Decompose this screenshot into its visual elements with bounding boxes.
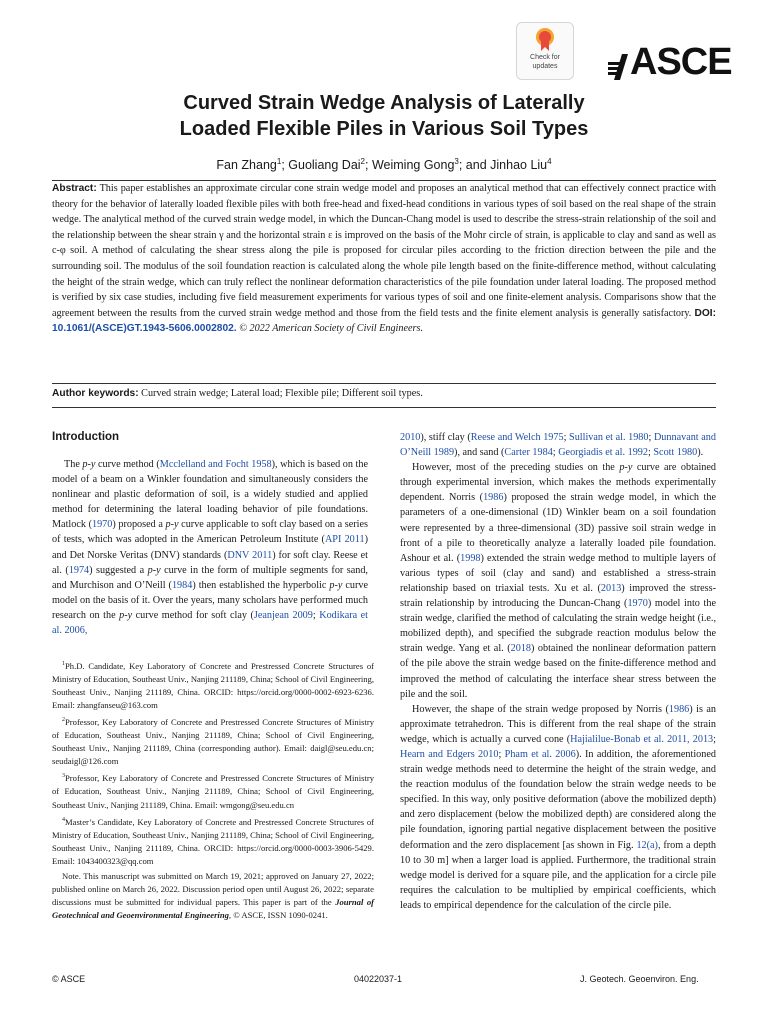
keywords-top-rule: [52, 383, 716, 384]
abstract-label: Abstract:: [52, 183, 97, 194]
keywords-label: Author keywords:: [52, 388, 139, 399]
abstract: [52, 181, 716, 337]
citation-link[interactable]: 2013: [600, 582, 622, 594]
citation-link[interactable]: 1986: [668, 703, 690, 715]
citation-link[interactable]: Mcclelland and Focht 1958: [159, 459, 272, 470]
citation-link[interactable]: 1974: [68, 564, 90, 576]
title-line-2: Loaded Flexible Piles in Various Soil Types: [179, 118, 589, 140]
author-keywords: [52, 388, 716, 399]
author-1: Fan Zhang: [216, 158, 277, 173]
submission-note: Note. This manuscript was submitted on March 19, 2021; approved on January 27, 2022; published online on March 26, 2022. Discussion period open until August 26, 2022; separate discussions must be submitted for individual papers. This paper is part of the Journal of Geotechnical and Geoenvironmental Engineering, © ASCE, ISSN 1090-0241.: [52, 870, 374, 921]
footnotes: [52, 658, 374, 924]
author-4-affil: 4: [547, 157, 552, 166]
citation-link[interactable]: 1984: [171, 579, 193, 591]
keywords-text: Curved strain wedge; Lateral load; Flexible pile; Different soil types.: [141, 388, 423, 399]
section-heading-introduction: Introduction: [52, 431, 120, 443]
author-sep: ;: [365, 158, 372, 173]
citation-link[interactable]: Jeanjean 2009: [253, 609, 313, 621]
footer-journal: J. Geotech. Geoenviron. Eng.: [580, 974, 699, 984]
citation-link[interactable]: Reese and Welch 1975: [470, 432, 564, 443]
citation-link[interactable]: Hajialilue-Bonab et al. 2011, 2013: [570, 733, 714, 745]
bookmark-icon: [534, 27, 556, 53]
left-column: [52, 457, 368, 638]
copyright: © 2022 American Society of Civil Engineers.: [239, 323, 424, 335]
author-2: Guoliang Dai: [288, 158, 361, 173]
citation-link[interactable]: API 2011: [324, 534, 365, 546]
author-4: Jinhao Liu: [490, 158, 548, 173]
doi-link[interactable]: 10.1061/(ASCE)GT.1943-5606.0002802.: [52, 323, 237, 335]
author-sep: ; and: [458, 158, 491, 173]
citation-link[interactable]: Pham et al. 2006: [504, 748, 576, 760]
footnote-4: $^4$Master’s Candidate, Key Laboratory of Concrete and Prestressed Concrete Structures of Ministry of Education, Southeast Univ., Nanjing 211189, China; School of Civil Engineering, Southeast Univ., Nanjing 211189, China. ORCID: https://orcid.org/0000-0003-3906-5429. Email: 1043400323@qq.com: [52, 816, 374, 866]
figure-link[interactable]: 12(a): [636, 839, 658, 851]
intro-paragraph-3: However, the shape of the strain wedge proposed by Norris (1986) is an approximate tetrahedron. This is different from the real shape of the strain wedge, which is actually a curved cone (Hajialilue-Bonab et al. 2011, 2013; Hearn and Edgers 2010; Pham et al. 2006). In addition, the aforementioned strain wedge methods need to determine the height of the strain wedge, and the reaction modulus of the foundation below the strain wedge needs to be specified. In this way, only positive deformation (above the mobilized depth) and zero displacement (below the mobilized depth) are considered along the pile foundation, ignoring partial negative displacement between the positive deformation and the zero displacement [as shown in Fig. 12(a), from a depth 10 to 30 m] when a larger load is applied. Furthermore, the traditional strain wedge model is derived for a square pile, and the application for a circle pile requires the calculation to be multiplied by empirical coefficients, which leads to empirical dependence for the calculation of the circle pile.: [400, 703, 716, 911]
citation-link[interactable]: 1970: [627, 598, 648, 610]
citation-link[interactable]: Scott 1980: [653, 447, 698, 459]
citation-link[interactable]: 1986: [483, 492, 504, 504]
author-list: [60, 157, 708, 172]
citation-link[interactable]: Kodikara et al. 2006,: [52, 609, 368, 637]
badge-line1: Check for: [530, 54, 560, 61]
keywords-bottom-rule: [52, 407, 716, 408]
citation-link[interactable]: 2010: [400, 432, 421, 443]
right-column: [400, 430, 716, 913]
intro-paragraph-1-cont: 2010), stiff clay (Reese and Welch 1975; Sullivan et al. 1980; Dunnavant and O’Neill 1989), and sand (Carter 1984; Georgiadis et al. 1992; Scott 1980).: [400, 432, 716, 459]
author-2-affil: 2: [360, 157, 365, 166]
citation-link[interactable]: 1998: [460, 552, 481, 564]
citation-link[interactable]: 2018: [510, 643, 531, 655]
author-3: Weiming Gong: [371, 158, 455, 173]
paper-title: [60, 90, 708, 142]
footer-left: © ASCE: [52, 974, 86, 984]
footnote-2: $^2$Professor, Key Laboratory of Concrete and Prestressed Concrete Structures of Ministry of Education, Southeast Univ., Nanjing 211189, China; School of Civil Engineering, Southeast Univ., Nanjing 211189, China (corresponding author). Email: daigl@seu.edu.cn; seudaigl@126.com: [52, 717, 374, 767]
title-line-1: Curved Strain Wedge Analysis of Laterally: [183, 92, 585, 114]
citation-link[interactable]: Georgiadis et al. 1992: [558, 447, 648, 459]
asce-logo: [608, 40, 732, 84]
author-3-affil: 3: [454, 157, 459, 166]
intro-paragraph-2: However, most of the preceding studies on the p-y curve are obtained through experimental inversion, which makes the methods experimentally dependent. Norris (1986) proposed the strain wedge model, in which the parameters of a one-dimensional (1D) Winkler beam on a soil foundation were represented by a three-dimensional (3D) passive soil strain wedge in front of a pile to theoretically analyze a laterally loaded pile foundation. Ashour et al. (1998) extended the strain wedge method to multiple layers of various types of soil (clay and sand) and established a stress-strain relationship based on triaxial tests. Xu et al. (2013) improved the stress-strain relationship by introducing the Duncan-Chang (1970) model into the strain wedge, clarified the method of calculating the strain wedge height (i.e., mobilized depth), and specified the subgrade reaction modulus below the strain wedge. Yang et al. (2018) obtained the nonlinear deformation pattern of the pile above the strain wedge based on the finite-difference method and improved the method of calculating the interface shear stress between the pile and the soil.: [400, 462, 717, 700]
intro-paragraph-1: The p-y curve method (Mcclelland and Focht 1958), which is based on the model of a beam on a Winkler foundation and simultaneously considers the nonlinear and plastic deformation of soil, is a widely studied and applied method for determining the lateral loading behavior of pile foundations. Matlock (1970) proposed a p-y curve applicable to soft clay based on a series of tests, which was adopted in the American Petroleum Institute (API 2011) and Det Norske Veritas (DNV) standards (DNV 2011) for soft clay. Reese et al. (1974) suggested a p-y curve in the form of multiple segments for sand, and Murchison and O’Neill (1984) then established the hyperbolic p-y curve model on the basis of it. Over the years, many scholars have performed much research on the p-y curve method for soft clay (Jeanjean 2009; Kodikara et al. 2006,: [52, 459, 369, 637]
citation-link[interactable]: Sullivan et al. 1980: [569, 432, 649, 443]
journal-name: Journal of Geotechnical and Geoenvironmental Engineering: [52, 897, 374, 921]
abstract-text: This paper establishes an approximate circular cone strain wedge model and proposes an analytical method that can effectively connect practice with theory for the behavior of laterally loaded flexible piles with both free-head and fixed-head conditions in various types of soil based on the real shape of the strain wedge. The analytical method of the curved strain wedge model, in which the Duncan-Chang model is used to describe the stress-strain relationship of the soil and the relationship between the shear strain γ and the horizontal strain ε is improved on the basis of the Mohr circle of strain, is applicable to clay and sand as well as c-φ soil. A method of calculating the shear stress along the pile is proposed for circular piles according to the friction direction between the pile and the surrounding soil. The modulus of the soil foundation reaction is calculated along the whole pile length based on the finite-difference method, without calculating the height of the strain wedge, which can truly reflect the nonlinear deformation characteristics of the pile foundation under lateral loading. The proposed method is verified by six case studies, including five field measurement experiments for various types of soil and one finite-element analysis. Comparisons show that the agreement between the results from the curved strain wedge method and those from the field tests and the finite element analysis is generally satisfactory.: [52, 183, 716, 319]
asce-logo-text: ASCE: [630, 41, 732, 83]
author-1-affil: 1: [276, 157, 282, 166]
citation-link[interactable]: Dunnavant and O’Neill 1989: [400, 432, 716, 459]
author-sep: ;: [281, 158, 289, 173]
footer-page-id: 04022037-1: [354, 974, 403, 984]
check-for-updates-badge[interactable]: [516, 22, 574, 80]
citation-link[interactable]: Hearn and Edgers 2010: [400, 748, 499, 760]
citation-link[interactable]: DNV 2011: [227, 549, 273, 561]
footnote-1: $^1$Ph.D. Candidate, Key Laboratory of Concrete and Prestressed Concrete Structures of Ministry of Education, Southeast Univ., Nanjing 211189, China; School of Civil Engineering, Southeast Univ., Nanjing 211189, China. ORCID: https://orcid.org/0000-0002-6923-6236. Email: zhangfanseu@163.com: [52, 660, 374, 711]
citation-link[interactable]: Carter 1984: [504, 447, 553, 459]
doi-label: DOI:: [694, 307, 716, 319]
citation-link[interactable]: 1970: [91, 519, 113, 531]
footnote-3: $^3$Professor, Key Laboratory of Concrete and Prestressed Concrete Structures of Ministry of Education, Southeast Univ., Nanjing 211189, China; School of Civil Engineering, Southeast Univ., Nanjing 211189, China. Email: wmgong@seu.edu.cn: [52, 773, 374, 810]
badge-line2: updates: [532, 63, 558, 70]
asce-logo-stripes-icon: [608, 40, 628, 84]
